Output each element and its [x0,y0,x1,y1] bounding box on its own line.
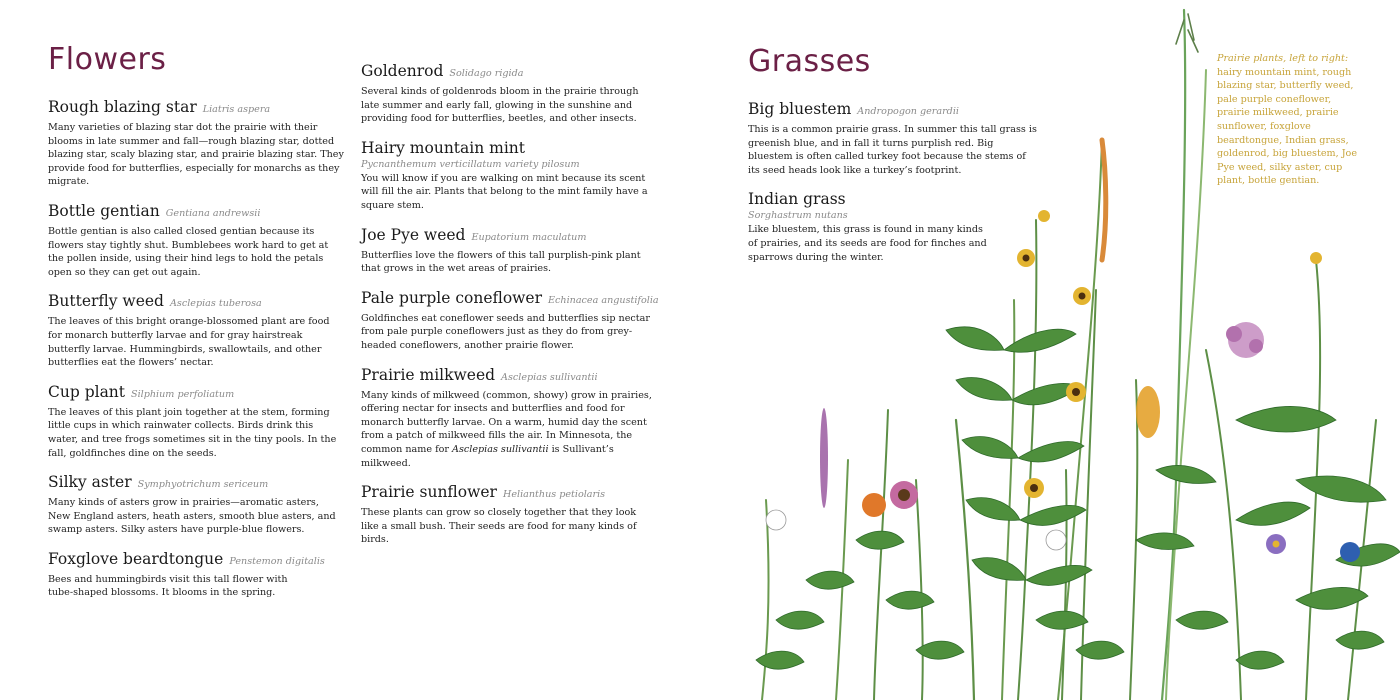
common-name: Joe Pye weed [361,225,466,244]
entry-butterfly-weed [48,291,344,369]
scientific-name: Asclepias tuberosa [169,298,262,310]
entry-prairie-milkweed [361,365,655,471]
flowers-title: Flowers [48,42,167,77]
entry-hairy-mountain-mint [361,138,655,213]
entry-prairie-sunflower [361,482,655,547]
flowers-column-1 [48,97,344,612]
scientific-name: Pycnanthemum verticillatum variety pilosum [361,158,580,170]
entry-description: Butterflies love the flowers of this tall purplish-pink plant that grows in the wet areas of prairies. [361,249,641,275]
entry-joe-pye-weed [361,225,655,276]
common-name: Indian grass [748,190,846,209]
scientific-name: Penstemon digitalis [229,555,325,567]
entry-description: Several kinds of goldenrods bloom in the prairie through late summer and early fall, glowing in the sunshine and providing food for butterflies, beetles, and other insects. [361,86,639,125]
entry-description: You will know if you are walking on mint because its scent will fill the air. Plants that belong to the mint family have a square stem. [361,172,648,211]
common-name: Rough blazing star [48,98,197,116]
caption-lead: Prairie plants, left to right: [1217,53,1349,64]
entry-description: Bottle gentian is also called closed gentian because its flowers stay tightly shut. Bumblebees work hard to get at the pollen inside, using their hind legs to hold the petals open so they can get out again. [48,225,329,278]
common-name: Prairie sunflower [361,483,497,502]
entry-description: Many kinds of asters grow in prairies—aromatic asters, New England asters, heath asters, smooth blue asters, and swamp asters. Silky asters have purple-blue flowers. [48,497,336,536]
common-name: Bottle gentian [48,201,160,220]
entry-description: This is a common prairie grass. In summer this tall grass is greenish blue, and in fall it turns purplish red. Big bluestem is often called turkey foot because the stems of its seed heads look like a turkey’s footprint. [748,124,1037,176]
common-name: Silky aster [48,473,132,492]
common-name: Big bluestem [748,100,852,118]
scientific-name: Eupatorium maculatum [471,231,587,243]
entry-foxglove-beardtongue [48,549,344,600]
scientific-name: Sorghastrum nutans [748,210,848,222]
entry-description: Bees and hummingbirds visit this tall flower with tube-shaped blossoms. It blooms in the spring. [48,573,288,599]
caption-text: hairy mountain mint, rough blazing star, butterfly weed, pale purple coneflower, prairie milkweed, prairie sunflower, foxglove beardtongue, Indian grass, goldenrod, big bluestem, Joe Pye weed, silky aster, cup plant, bottle gentian. [1217,66,1358,187]
common-name: Cup plant [48,382,126,401]
grasses-title: Grasses [748,44,871,79]
entry-rough-blazing-star [48,97,344,189]
entry-pale-purple-coneflower [361,288,659,353]
entry-goldenrod [361,61,655,126]
scientific-name: Symphyotrichum sericeum [137,479,269,491]
scientific-name: Helianthus petiolaris [502,489,606,501]
scientific-name: Solidago rigida [449,68,524,79]
scientific-name: Silphium perfoliatum [131,388,235,400]
entry-description: The leaves of this bright orange-blossomed plant are food for monarch butterfly larvae and for gray hairstreak butterfly larvae. Hummingbirds, swallowtails, and other butterflies eat the flowers’ nectar. [48,316,330,369]
scientific-name: Gentiana andrewsii [165,207,261,219]
entry-description: These plants can grow so closely together that they look like a small bush. Their seeds are food for many kinds of birds. [361,507,637,546]
entry-description: Many varieties of blazing star dot the prairie with their blooms in late summer and fall—rough blazing star, dotted blazing star, scaly blazing star, and prairie blazing star. They provide food for butterflies, especially for monarchs as they migrate. [48,122,344,188]
common-name: Foxglove beardtongue [48,549,224,568]
flowers-column-2 [361,61,659,559]
entry-description: Like bluestem, this grass is found in many kinds of prairies, and its seeds are food for finches and sparrows during the winter. [748,224,987,263]
entry-bottle-gentian [48,201,344,279]
common-name: Goldenrod [361,62,444,80]
grasses-column [748,99,1038,276]
entry-description: The leaves of this plant join together at the stem, forming little cups in which rainwater collects. Birds drink this water, and tree frogs sometimes sit in the tiny pools. In the fall, goldfinches dine on the seeds. [48,406,337,459]
common-name: Hairy mountain mint [361,138,526,157]
scientific-name: Echinacea angustifolia [548,294,659,306]
scientific-name: Andropogon gerardii [857,106,959,117]
scientific-name: Asclepias sullivantii [501,371,598,383]
entry-indian-grass [748,189,1038,264]
entry-big-bluestem [748,99,1038,177]
illustration-caption [1217,52,1357,188]
entry-description: Many kinds of milkweed (common, showy) grow in prairies, offering nectar for insects and butterflies and food for monarch butterfly larvae. On a warm, humid day the scent from a patch of milkweed fills the air. In Minnesota, the common name for Asclepias sullivantii is Sullivant’s milkweed. [361,389,652,469]
common-name: Butterfly weed [48,292,164,311]
entry-cup-plant [48,382,344,460]
scientific-name: Liatris aspera [202,104,271,115]
entry-description: Goldfinches eat coneflower seeds and butterflies sip nectar from pale purple coneflowers just as they do from grey-headed coneflowers, another prairie flower. [361,312,650,351]
entry-silky-aster [48,472,344,537]
common-name: Pale purple coneflower [361,288,543,307]
common-name: Prairie milkweed [361,365,496,384]
right-page [700,0,1400,700]
